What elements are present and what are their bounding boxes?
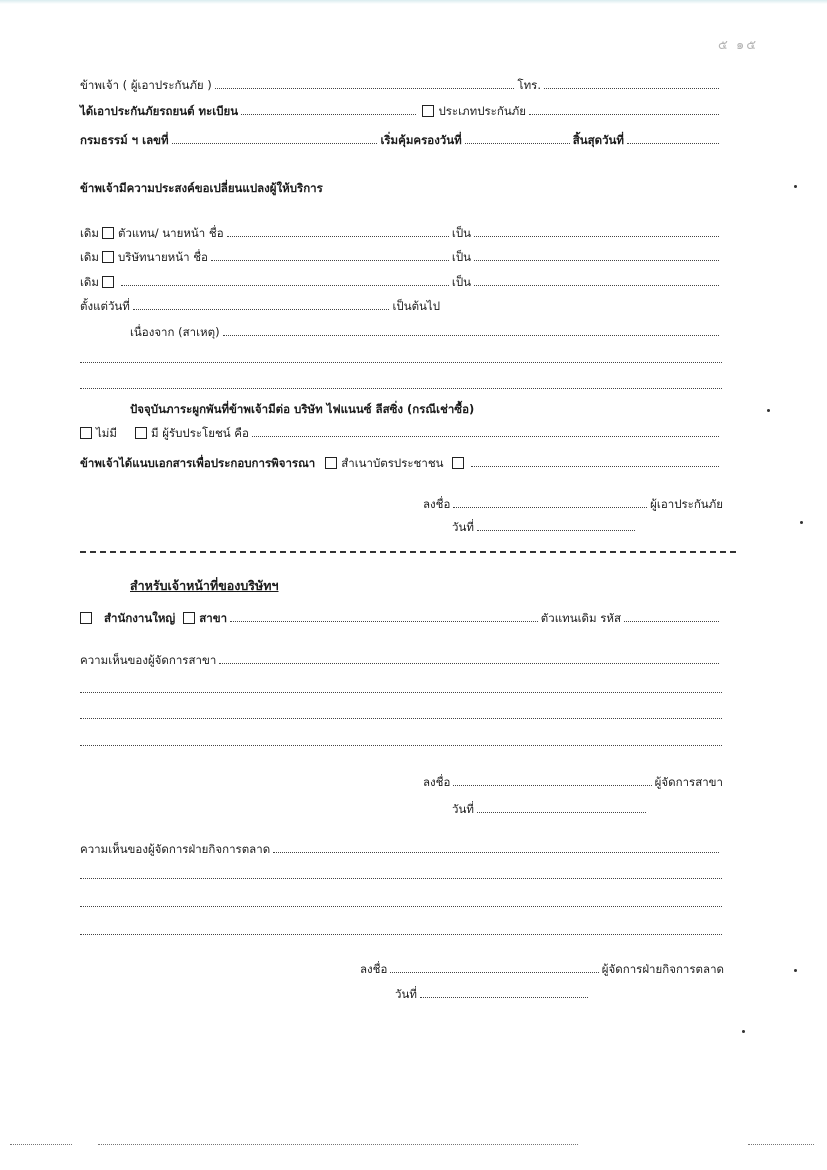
leasing-none-checkbox[interactable] bbox=[80, 427, 92, 439]
from-label: เดิม bbox=[80, 250, 99, 264]
hq-label: สำนักงานใหญ่ bbox=[104, 611, 176, 625]
marketing-opinion-line[interactable] bbox=[80, 906, 722, 907]
scan-speck bbox=[767, 409, 770, 412]
insurance-type-label: ประเภทประกันภัย bbox=[438, 104, 526, 118]
branch-date-row bbox=[452, 802, 649, 816]
vehicle-label: ได้เอาประกันภัยรถยนต์ ทะเบียน bbox=[80, 104, 239, 118]
reason-line[interactable] bbox=[80, 388, 722, 389]
plate-field[interactable] bbox=[241, 114, 416, 115]
policy-label: กรมธรรม์ ฯ เลขที่ bbox=[80, 133, 169, 147]
phone-label: โทร. bbox=[517, 78, 541, 92]
agent-name-field[interactable] bbox=[227, 236, 449, 237]
start-date-field[interactable] bbox=[465, 143, 570, 144]
id-copy-checkbox[interactable] bbox=[325, 457, 337, 469]
branch-field[interactable] bbox=[230, 621, 538, 622]
marketing-opinion-field[interactable] bbox=[273, 852, 719, 853]
change-broker-row bbox=[80, 250, 722, 264]
intent-row bbox=[80, 181, 323, 195]
leasing-has-checkbox[interactable] bbox=[135, 427, 147, 439]
insured-signature-field[interactable] bbox=[453, 507, 647, 508]
sign-label: ลงชื่อ bbox=[423, 497, 451, 511]
intent-text: ข้าพเจ้ามีความประสงค์ขอเปลี่ยนแปลงผู้ให้บริการ bbox=[80, 181, 323, 195]
marketing-opinion-line[interactable] bbox=[80, 934, 722, 935]
reason-line[interactable] bbox=[80, 362, 722, 363]
branch-date-field[interactable] bbox=[477, 812, 646, 813]
leasing-has-label: มี ผู้รับประโยชน์ คือ bbox=[150, 426, 249, 440]
effective-date-field[interactable] bbox=[133, 309, 390, 310]
broker-to-field[interactable] bbox=[474, 260, 719, 261]
effective-label: ตั้งแต่วันที่ bbox=[80, 299, 130, 313]
branch-opinion-line[interactable] bbox=[80, 718, 722, 719]
marketing-opinion-label: ความเห็นของผู้จัดการฝ่ายกิจการตลาด bbox=[80, 842, 271, 856]
footer-mark bbox=[10, 1144, 72, 1145]
marketing-manager-label: ผู้จัดการฝ่ายกิจการตลาด bbox=[601, 962, 724, 976]
branch-sign-row bbox=[423, 775, 723, 789]
to-label: เป็น bbox=[451, 275, 471, 289]
leasing-options-row bbox=[80, 426, 722, 440]
change-agent-row bbox=[80, 226, 722, 240]
marketing-sign-row bbox=[360, 962, 724, 976]
sign-label: ลงชื่อ bbox=[423, 775, 451, 789]
broker-label: บริษัทนายหน้า ชื่อ bbox=[117, 250, 208, 264]
marketing-manager-signature-field[interactable] bbox=[390, 972, 598, 973]
insured-name-field[interactable] bbox=[215, 88, 515, 89]
date-label: วันที่ bbox=[452, 802, 474, 816]
broker-checkbox[interactable] bbox=[102, 251, 114, 263]
agent-label: ตัวแทน/ นายหน้า ชื่อ bbox=[117, 226, 224, 240]
change-other-row bbox=[80, 275, 722, 289]
date-label: วันที่ bbox=[395, 987, 417, 1001]
agent-code-field[interactable] bbox=[624, 621, 719, 622]
attachments-text: ข้าพเจ้าได้แนบเอกสารเพื่อประกอบการพิจารณา bbox=[80, 456, 316, 470]
agent-to-field[interactable] bbox=[474, 236, 719, 237]
other-checkbox[interactable] bbox=[102, 276, 114, 288]
leasing-none-label: ไม่มี bbox=[96, 426, 117, 440]
other-doc-field[interactable] bbox=[471, 466, 720, 467]
marketing-opinion-row bbox=[80, 842, 722, 856]
office-heading-row bbox=[130, 579, 279, 593]
from-label: เดิม bbox=[80, 275, 99, 289]
other-to-field[interactable] bbox=[474, 285, 719, 286]
to-label: เป็น bbox=[451, 226, 471, 240]
page-top-edge bbox=[0, 0, 827, 4]
scan-speck bbox=[742, 1030, 745, 1033]
section-divider bbox=[80, 551, 736, 553]
page-mark: ๕ ๑๕ bbox=[718, 38, 759, 53]
phone-field[interactable] bbox=[544, 88, 719, 89]
leasing-text: ปัจจุบันภาระผูกพันที่ข้าพเจ้ามีต่อ บริษัท ไฟแนนซ์ ลีสซิ่ง (กรณีเช่าซื้อ) bbox=[130, 402, 475, 416]
end-date-field[interactable] bbox=[627, 143, 719, 144]
office-branch-row bbox=[80, 611, 722, 625]
reason-row bbox=[130, 325, 722, 339]
marketing-opinion-line[interactable] bbox=[80, 878, 722, 879]
reason-label: เนื่องจาก (สาเหตุ) bbox=[130, 325, 220, 339]
branch-manager-signature-field[interactable] bbox=[453, 785, 651, 786]
footer-mark bbox=[748, 1144, 814, 1145]
from-label: เดิม bbox=[80, 226, 99, 240]
scan-speck bbox=[794, 185, 797, 188]
insured-sign-row bbox=[423, 497, 723, 511]
marketing-date-field[interactable] bbox=[420, 997, 588, 998]
office-heading: สำหรับเจ้าหน้าที่ของบริษัทฯ bbox=[130, 578, 279, 593]
sign-label: ลงชื่อ bbox=[360, 962, 388, 976]
insured-role-label: ผู้เอาประกันภัย bbox=[650, 497, 723, 511]
branch-opinion-row bbox=[80, 653, 722, 667]
branch-opinion-line[interactable] bbox=[80, 692, 722, 693]
reason-field[interactable] bbox=[223, 335, 719, 336]
branch-opinion-line[interactable] bbox=[80, 745, 722, 746]
start-date-label: เริ่มคุ้มครองวันที่ bbox=[380, 133, 462, 147]
beneficiary-field[interactable] bbox=[252, 436, 719, 437]
insurance-type-field[interactable] bbox=[529, 114, 719, 115]
date-label: วันที่ bbox=[452, 520, 474, 534]
leasing-row bbox=[130, 402, 474, 416]
onward-label: เป็นต้นไป bbox=[392, 299, 440, 313]
vehicle-row bbox=[80, 104, 722, 118]
branch-opinion-field[interactable] bbox=[219, 663, 719, 664]
insured-row bbox=[80, 78, 722, 92]
effective-row bbox=[80, 299, 440, 313]
end-date-label: สิ้นสุดวันที่ bbox=[572, 133, 624, 147]
id-copy-label: สำเนาบัตรประชาชน bbox=[341, 456, 444, 470]
to-label: เป็น bbox=[451, 250, 471, 264]
other-doc-checkbox[interactable] bbox=[452, 457, 464, 469]
broker-name-field[interactable] bbox=[211, 260, 449, 261]
branch-label: สาขา bbox=[199, 611, 228, 625]
scan-speck bbox=[800, 521, 803, 524]
scan-speck bbox=[794, 969, 797, 972]
hq-checkbox[interactable] bbox=[80, 612, 92, 624]
footer-mark bbox=[98, 1144, 578, 1145]
branch-manager-label: ผู้จัดการสาขา bbox=[654, 775, 723, 789]
branch-checkbox[interactable] bbox=[183, 612, 195, 624]
attachments-row bbox=[80, 456, 722, 470]
insured-date-field[interactable] bbox=[477, 530, 635, 531]
policy-row bbox=[80, 133, 722, 147]
insurance-type-checkbox[interactable] bbox=[422, 105, 434, 117]
other-name-field[interactable] bbox=[121, 285, 449, 286]
agent-code-label: ตัวแทนเดิม รหัส bbox=[540, 611, 621, 625]
policy-number-field[interactable] bbox=[172, 143, 378, 144]
agent-checkbox[interactable] bbox=[102, 227, 114, 239]
insured-label: ข้าพเจ้า ( ผู้เอาประกันภัย ) bbox=[80, 78, 212, 92]
branch-opinion-label: ความเห็นของผู้จัดการสาขา bbox=[80, 653, 217, 667]
marketing-date-row bbox=[395, 987, 591, 1001]
insured-date-row bbox=[452, 520, 638, 534]
